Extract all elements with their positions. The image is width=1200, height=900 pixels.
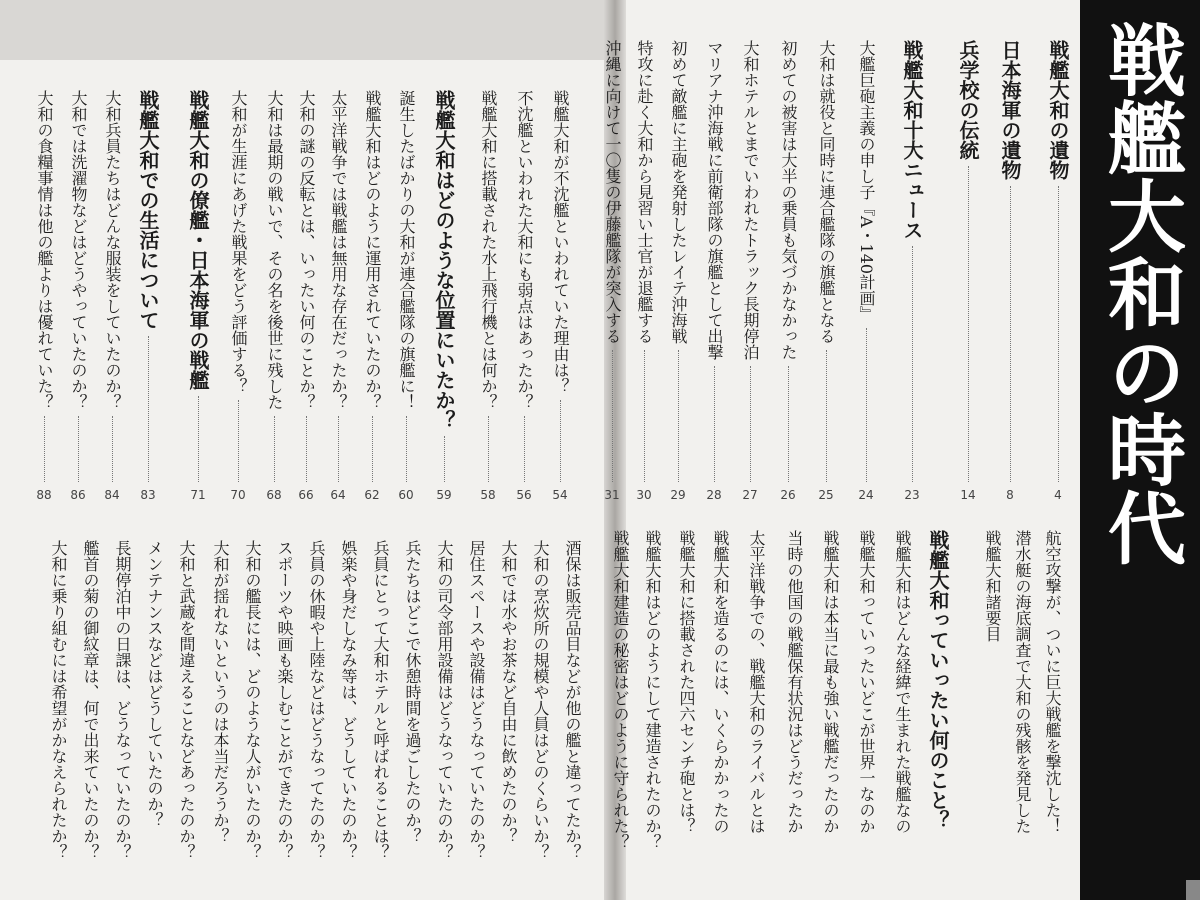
dot-leader	[912, 246, 913, 482]
page-number: 59	[436, 488, 452, 502]
page-number: 83	[140, 488, 156, 502]
toc-entry	[633, 40, 655, 502]
toc-entry	[111, 540, 133, 890]
toc-entry	[175, 540, 197, 890]
dot-leader	[968, 166, 969, 482]
page-number: 29	[670, 488, 686, 502]
toc-heading	[996, 40, 1024, 502]
toc-entry	[783, 530, 805, 890]
page-number: 62	[364, 488, 380, 502]
dot-leader	[612, 350, 613, 482]
toc-entry	[33, 90, 55, 502]
entry-title: 戦艦大和の僚艦・日本海軍の戦艦	[186, 90, 210, 390]
entry-title: 大和の司令部用設備はどうなっていたのか？	[435, 540, 454, 860]
entry-title: 居住スペースや設備はどうなっていたのか？	[467, 540, 486, 860]
entry-title: 戦艦大和を造るのには、いくらかかったの	[711, 530, 730, 834]
dot-leader	[1010, 186, 1011, 482]
entry-title: 大和に乗り組むには希望がかなえられたか？	[49, 540, 68, 860]
page-number: 25	[818, 488, 834, 502]
page-number: 60	[398, 488, 414, 502]
toc-heading	[898, 40, 926, 502]
entry-title: 大和は最期の戦いで、その名を後世に残した	[265, 90, 284, 410]
entry-title: 兵たちはどこで休憩時間を過ごしたのか？	[403, 540, 422, 844]
entry-title: 大和の烹炊所の規模や人員はどのくらいか？	[531, 540, 550, 860]
page-number: 24	[858, 488, 874, 502]
toc-entry	[1041, 530, 1063, 890]
page-number: 26	[780, 488, 796, 502]
dot-leader	[306, 416, 307, 482]
toc-entry	[369, 540, 391, 890]
page-number: 71	[190, 488, 206, 502]
page-number: 31	[604, 488, 620, 502]
toc-entry	[609, 530, 631, 890]
entry-title: 沖縄に向けて一〇隻の伊藤艦隊が突入する	[603, 40, 622, 344]
toc-entry	[1011, 530, 1033, 890]
toc-entry	[227, 90, 249, 502]
toc-entry	[601, 40, 623, 502]
page-number: 8	[1006, 488, 1014, 502]
entry-title: 戦艦大和はどのような位置にいたか？	[432, 90, 456, 430]
toc-entry	[241, 540, 263, 890]
dot-leader	[44, 416, 45, 482]
dot-leader	[644, 350, 645, 482]
entry-title: 戦艦大和に搭載された水上飛行機とは何か？	[479, 90, 498, 410]
entry-title: 初めての被害は大半の乗員も気づかなかった	[779, 40, 798, 360]
page-number: 28	[706, 488, 722, 502]
entry-title: 当時の他国の戦艦保有状況はどうだったか	[785, 530, 804, 834]
dot-leader	[406, 416, 407, 482]
entry-title: 不沈艦といわれた大和にも弱点はあったか？	[515, 90, 534, 410]
dot-leader	[112, 416, 113, 482]
toc-entry	[855, 530, 877, 890]
entry-title: 戦艦大和建造の秘密はどのように守られた？	[611, 530, 630, 850]
entry-title: 戦艦大和諸要目	[983, 530, 1002, 642]
toc-entry	[263, 90, 285, 502]
page-corner-mark	[1186, 880, 1200, 900]
page-number: 27	[742, 488, 758, 502]
toc-heading	[954, 40, 982, 502]
toc-entry	[777, 40, 799, 502]
page-number: 56	[516, 488, 532, 502]
entry-title: 大和の艦長には、どのような人がいたのか？	[243, 540, 262, 860]
entry-title: 大和の謎の反転とは、いったい何のことか？	[297, 90, 316, 410]
toc-entry	[513, 90, 535, 502]
chapter-banner	[1080, 0, 1200, 900]
entry-title: 航空攻撃が、ついに巨大戦艦を撃沈した！	[1043, 530, 1062, 834]
entry-title: 戦艦大和はどのように運用されていたのか？	[363, 90, 382, 410]
dot-leader	[714, 366, 715, 482]
entry-title: 日本海軍の遺物	[998, 40, 1022, 180]
entry-title: 大和は就役と同時に連合艦隊の旗艦となる	[817, 40, 836, 344]
dot-leader	[78, 416, 79, 482]
toc-entry	[815, 40, 837, 502]
toc-entry	[819, 530, 841, 890]
dot-leader	[444, 436, 445, 482]
toc-heading	[134, 90, 162, 502]
entry-title: 艦首の菊の御紋章は、何で出来ていたのか？	[81, 540, 100, 860]
entry-title: 戦艦大和の遺物	[1046, 40, 1070, 180]
toc-entry	[709, 530, 731, 890]
toc-entry	[327, 90, 349, 502]
dot-leader	[524, 416, 525, 482]
toc-entry	[101, 90, 123, 502]
entry-title: 潜水艇の海底調査で大和の残骸を発見した	[1013, 530, 1032, 834]
toc-heading	[924, 530, 952, 890]
toc-entry	[477, 90, 499, 502]
toc-entry	[675, 530, 697, 890]
page-number: 58	[480, 488, 496, 502]
entry-title: 戦艦大和っていったいどこが世界一なのか	[857, 530, 876, 834]
toc-entry	[433, 540, 455, 890]
toc-entry	[47, 540, 69, 890]
dot-leader	[488, 416, 489, 482]
dot-leader	[560, 400, 561, 482]
dot-leader	[372, 416, 373, 482]
toc-heading	[1044, 40, 1072, 502]
entry-title: 戦艦大和っていったい何のこと？	[926, 530, 950, 830]
toc-entry	[337, 540, 359, 890]
toc-heading	[184, 90, 212, 502]
toc-entry	[295, 90, 317, 502]
dot-leader	[826, 350, 827, 482]
page-number: 68	[266, 488, 282, 502]
entry-title: 太平洋戦争では戦艦は無用な存在だったか？	[329, 90, 348, 410]
dot-leader	[678, 350, 679, 482]
entry-title: 大和が揺れないというのは本当だろうか？	[211, 540, 230, 844]
dot-leader	[750, 366, 751, 482]
entry-title: 戦艦大和はどんな経緯で生まれた戦艦なの	[893, 530, 912, 834]
toc-entry	[465, 540, 487, 890]
toc-entry	[561, 540, 583, 890]
toc-entry	[361, 90, 383, 502]
dot-leader	[866, 328, 867, 482]
entry-title: 戦艦大和はどのようにして建造されたのか？	[643, 530, 662, 850]
dot-leader	[148, 336, 149, 482]
toc-entry	[855, 40, 877, 502]
dot-leader	[1058, 186, 1059, 482]
toc-entry	[209, 540, 231, 890]
entry-title: 大和兵員たちはどんな服装をしていたのか？	[103, 90, 122, 410]
entry-title: 酒保は販売品目などが他の艦と違ってたか？	[563, 540, 582, 860]
entry-title: 戦艦大和十大ニュース	[900, 40, 924, 240]
toc-entry	[641, 530, 663, 890]
toc-entry	[273, 540, 295, 890]
entry-title: 娯楽や身だしなみ等は、どうしていたのか？	[339, 540, 358, 860]
toc-entry	[305, 540, 327, 890]
entry-title: マリアナ沖海戦に前衛部隊の旗艦として出撃	[705, 40, 724, 360]
page-number: 54	[552, 488, 568, 502]
entry-title: 大和と武蔵を間違えることなどあったのか？	[177, 540, 196, 860]
entry-title: 特攻に赴く大和から見習い士官が退艦する	[635, 40, 654, 344]
entry-title: スポーツや映画も楽しむことができたのか？	[275, 540, 294, 860]
toc-entry	[79, 540, 101, 890]
dot-leader	[788, 366, 789, 482]
toc-entry	[143, 540, 165, 890]
entry-title: 大和が生涯にあげた戦果をどう評価する？	[229, 90, 248, 394]
entry-title: 太平洋戦争での、戦艦大和のライバルとは	[747, 530, 766, 834]
entry-title: 大和では水やお茶など自由に飲めたのか？	[499, 540, 518, 844]
toc-entry	[401, 540, 423, 890]
entry-title: 大艦巨砲主義の申し子『A・140計画』	[857, 40, 876, 323]
toc-entry	[497, 540, 519, 890]
page-number: 64	[330, 488, 346, 502]
dot-leader	[238, 400, 239, 482]
toc-entry	[549, 90, 571, 502]
entry-title: 兵員にとって大和ホテルと呼ばれることは？	[371, 540, 390, 860]
toc-entry	[703, 40, 725, 502]
page-number: 30	[636, 488, 652, 502]
dot-leader	[274, 416, 275, 482]
toc-entry	[891, 530, 913, 890]
page-number: 86	[70, 488, 86, 502]
toc-entry	[739, 40, 761, 502]
entry-title: メンテナンスなどはどうしていたのか？	[145, 540, 164, 828]
entry-title: 大和の食糧事情は他の艦よりは優れていた？	[35, 90, 54, 410]
toc-entry	[981, 530, 1003, 890]
entry-title: 初めて敵艦に主砲を発射したレイテ沖海戦	[669, 40, 688, 344]
entry-title: 戦艦大和に搭載された四六センチ砲とは？	[677, 530, 696, 834]
entry-title: 長期停泊中の日課は、どうなっていたのか？	[113, 540, 132, 860]
dot-leader	[338, 416, 339, 482]
page-number: 88	[36, 488, 52, 502]
page-number: 66	[298, 488, 314, 502]
page-number: 14	[960, 488, 976, 502]
toc-entry	[667, 40, 689, 502]
entry-title: 兵学校の伝統	[956, 40, 980, 160]
toc-entry	[745, 530, 767, 890]
entry-title: 大和ホテルとまでいわれたトラック長期停泊	[741, 40, 760, 360]
page-number: 84	[104, 488, 120, 502]
entry-title: 戦艦大和は本当に最も強い戦艦だったのか	[821, 530, 840, 834]
page-number: 23	[904, 488, 920, 502]
dot-leader	[198, 396, 199, 482]
entry-title: 戦艦大和が不沈艦といわれていた理由は？	[551, 90, 570, 394]
entry-title: 兵員の休暇や上陸などはどうなってたのか？	[307, 540, 326, 860]
toc-entry	[529, 540, 551, 890]
entry-title: 戦艦大和での生活について	[136, 90, 160, 330]
toc-entry	[67, 90, 89, 502]
entry-title: 誕生したばかりの大和が連合艦隊の旗艦に！	[397, 90, 416, 410]
toc-entry	[395, 90, 417, 502]
page-number: 4	[1054, 488, 1062, 502]
chapter-title: 戦艦大和の時代	[1095, 20, 1185, 566]
page-number: 70	[230, 488, 246, 502]
toc-heading	[430, 90, 458, 502]
entry-title: 大和では洗濯物などはどうやっていたのか？	[69, 90, 88, 410]
